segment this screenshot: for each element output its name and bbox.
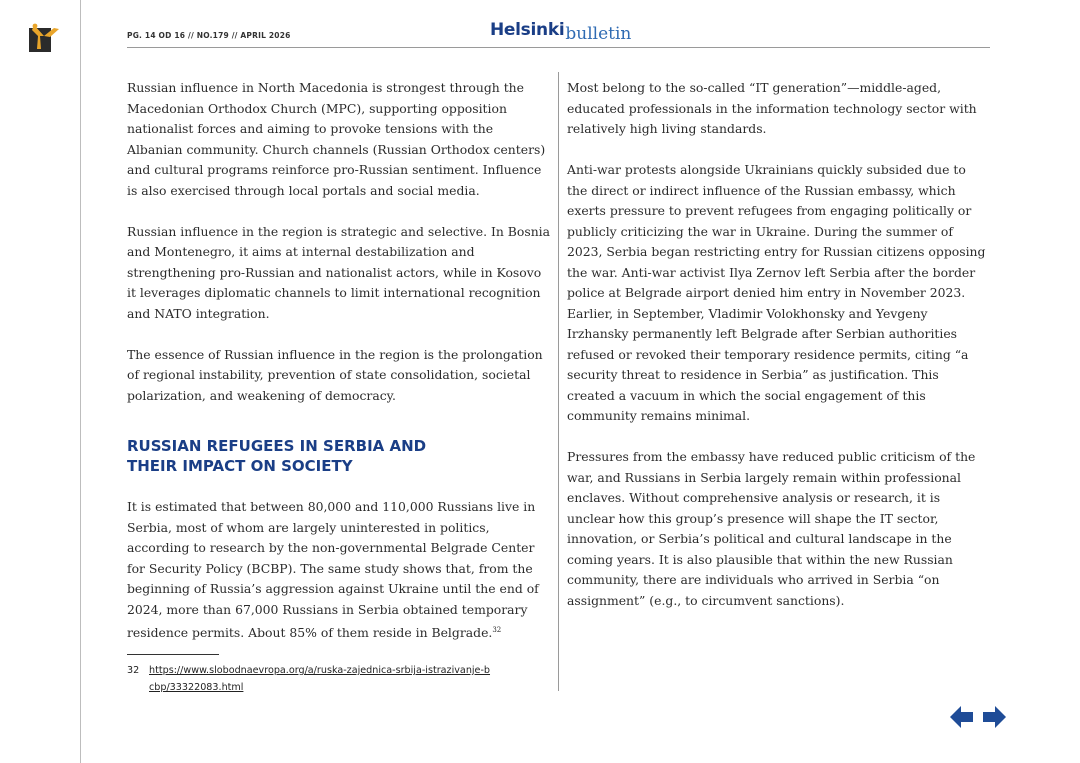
publication-masthead <box>490 20 632 44</box>
footnote-reference[interactable]: 32 <box>492 626 502 634</box>
footnote-number: 32 <box>127 665 140 676</box>
page-info: PG. 14 OD 16 // NO.179 // APRIL 2026 <box>127 31 291 40</box>
paragraph: Russian influence in North Macedonia is strongest through the Macedonian Orthodox Church (MPC), supporting opposition nationalist forces and aiming to provoke tensions with the Albanian community. Church channels (Russian Orthodox centers) and cultural programs reinforce pro-Russian sentiment. Influence is also exercised through local portals and social media. <box>127 80 546 198</box>
paragraph: Anti-war protests alongside Ukrainians quickly subsided due to the direct or indirect influence of the Russian embassy, which exerts pressure to prevent refugees from engaging politically or publicly criticizing the war in Ukraine. During the summer of 2023, Serbia began restricting entry for Russian citizens opposing the war. Anti-war activist Ilya Zernov left Serbia after the border police at Belgrade airport denied him entry in November 2023. Earlier, in September, Vladimir Volokhonsky and Yevgeny Irzhansky permanently left Belgrade after Serbian authorities refused or revoked their temporary residence permits, citing “a security threat to residence in Serbia” as justification. This created a vacuum in which the social engagement of this community remains minimal. <box>567 162 986 423</box>
paragraph: Pressures from the embassy have reduced public criticism of the war, and Russians in Serbia largely remain within professional enclaves. Without comprehensive analysis or research, it is unclear how this group’s presence will shape the IT sector, innovation, or Serbia’s political and cultural landscape in the coming years. It is also plausible that within the new Russian community, there are individuals who arrived in Serbia “on assignment” (e.g., to circumvent sanctions). <box>567 449 976 608</box>
paragraph: Most belong to the so-called “IT generation”—middle-aged, educated professionals in the information technology sector with relatively high living standards. <box>567 80 977 136</box>
left-column <box>127 78 551 664</box>
arrow-left-icon <box>950 706 974 728</box>
arrow-right-icon <box>982 706 1006 728</box>
right-column <box>567 78 989 632</box>
footnote-rule <box>127 654 219 655</box>
next-page-button[interactable] <box>982 706 1006 728</box>
paragraph: The essence of Russian influence in the region is the prolongation of regional instability, prevention of state consolidation, societal polarization, and weakening of democracy. <box>127 346 543 403</box>
paragraph-text: It is estimated that between 80,000 and 110,000 Russians live in Serbia, most of whom are largely uninterested in politics, according to research by the non-governmental Belgrade Center for Security Policy (BCBP). The same study shows that, from the beginning of Russia’s aggression against Ukraine until the end of 2024, more than 67,000 Russians in Serbia obtained temporary residence permits. About 85% of them reside in Belgrade. <box>127 499 539 641</box>
column-divider <box>558 72 559 691</box>
masthead-bold: Helsinki <box>490 20 565 40</box>
header-rule <box>127 47 990 48</box>
paragraph: Russian influence in the region is strategic and selective. In Bosnia and Montenegro, it aims at internal destabilization and strengthening pro-Russian and nationalist actors, while in Kosovo it leverages diplomatic channels to limit international recognition and NATO integration. <box>127 223 551 321</box>
footnote-link[interactable]: https://www.slobodnaevropa.org/a/ruska-zajednica-srbija-istrazivanje-bcbp/33322083.html <box>149 665 491 693</box>
paragraph <box>127 497 551 644</box>
previous-page-button[interactable] <box>950 706 974 728</box>
footnote <box>127 662 507 696</box>
masthead-light: bulletin <box>565 24 632 44</box>
section-heading: RUSSIAN REFUGEES IN SERBIA AND THEIR IMPACT ON SOCIETY <box>127 437 427 475</box>
helsinki-committee-logo[interactable] <box>28 22 60 54</box>
margin-rule <box>80 0 81 763</box>
